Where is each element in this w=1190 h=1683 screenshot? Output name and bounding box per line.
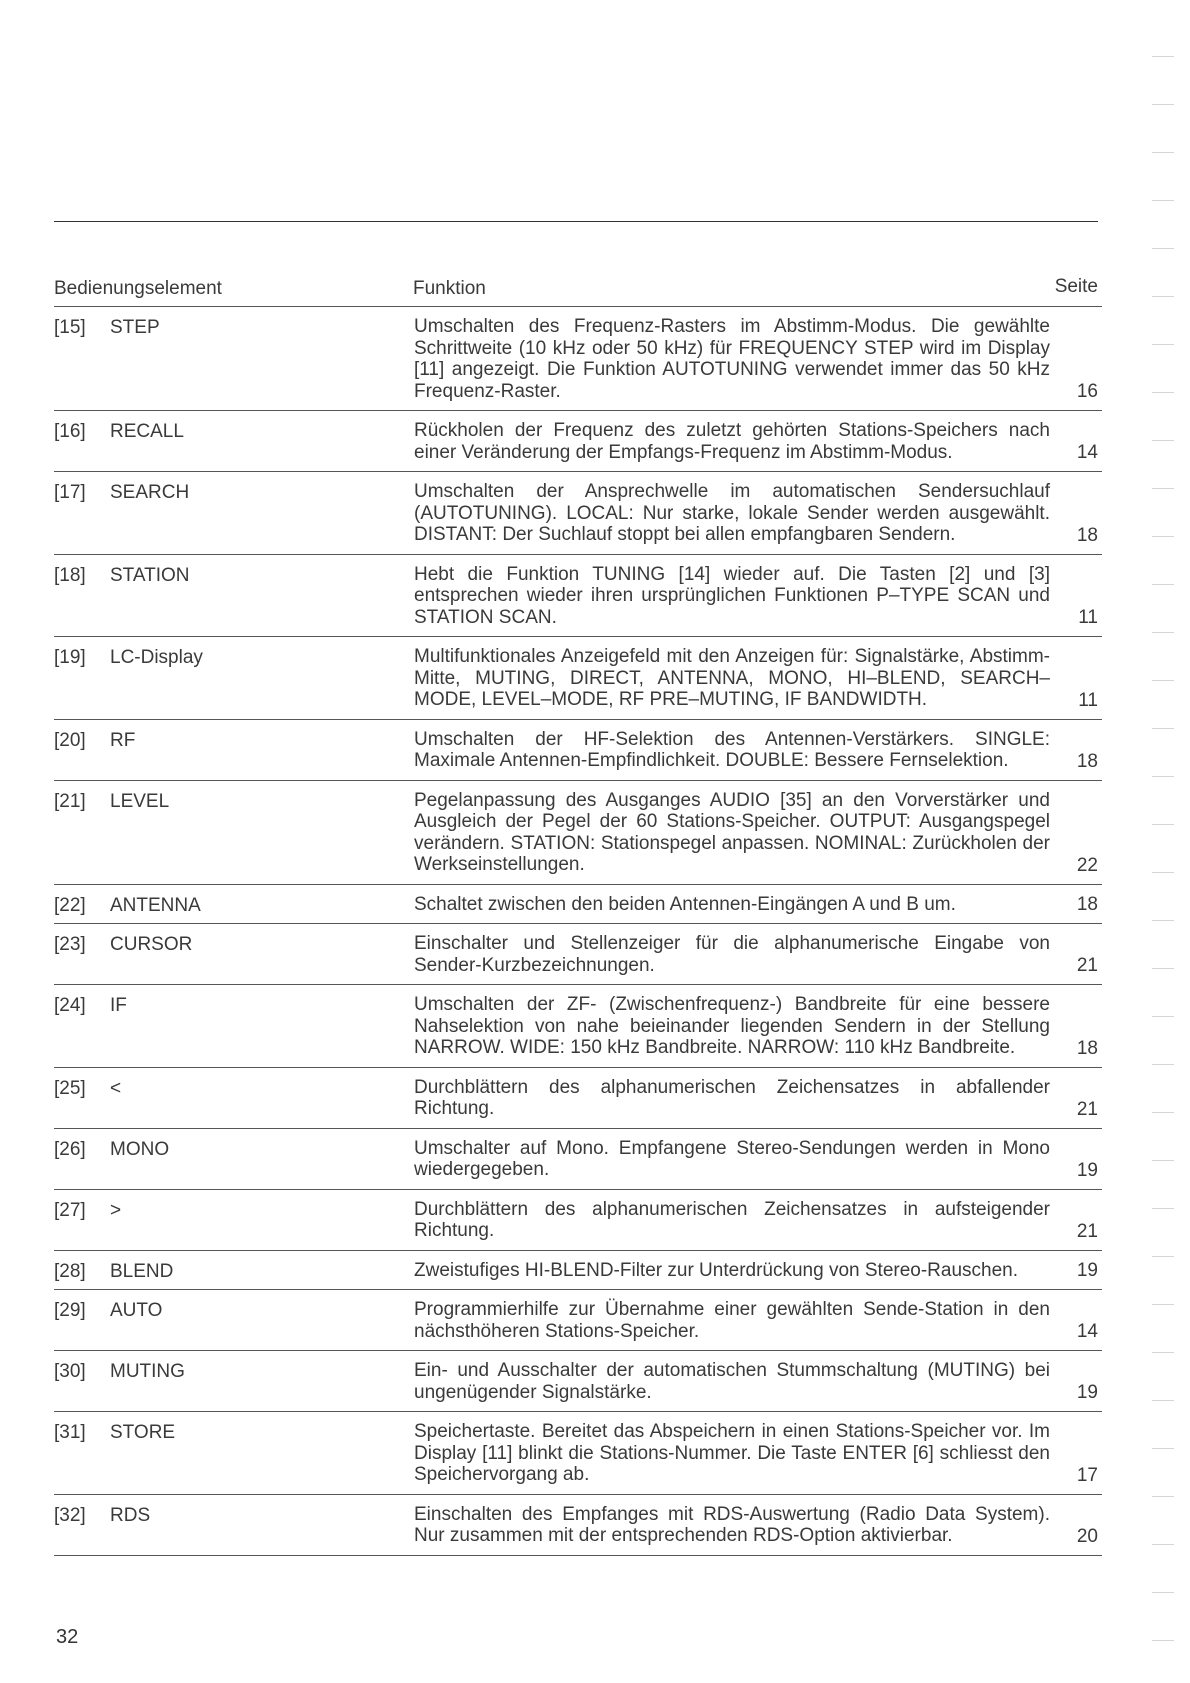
page-reference: 19 bbox=[1076, 1260, 1098, 1281]
element-name: AUTO bbox=[110, 1300, 163, 1321]
page-reference: 20 bbox=[1076, 1525, 1098, 1547]
element-name: > bbox=[110, 1199, 122, 1221]
element-name: SEARCH bbox=[110, 482, 190, 503]
page-reference: 21 bbox=[1076, 1098, 1098, 1120]
element-name: MUTING bbox=[110, 1361, 185, 1382]
element-name: CURSOR bbox=[110, 934, 193, 955]
table-row bbox=[54, 1412, 1102, 1495]
page-reference: 19 bbox=[1076, 1382, 1098, 1403]
element-name: LC-Display bbox=[110, 647, 203, 668]
table-row bbox=[54, 720, 1102, 781]
element-name: BLEND bbox=[110, 1260, 174, 1282]
table-row bbox=[54, 985, 1102, 1068]
margin-tick-marks bbox=[1152, 56, 1174, 1656]
element-function: Durchblättern des alphanumerischen Zeichensatzes in aufsteigender Richtung. bbox=[414, 1198, 1050, 1241]
element-function: Ein- und Ausschalter der automatischen Stummschaltung (MUTING) bei ungenügender Signalstärke. bbox=[414, 1360, 1050, 1403]
table-header bbox=[54, 274, 1102, 307]
table-row bbox=[54, 307, 1102, 411]
table-row bbox=[54, 1495, 1102, 1556]
element-function: Rückholen der Frequenz des zuletzt gehörten Stations-Speichers nach einer Veränderung der Empfangs-Frequenz im Abstimm-Modus. bbox=[414, 420, 1050, 463]
page-reference: 16 bbox=[1076, 381, 1098, 402]
element-function: Umschalter auf Mono. Empfangene Stereo-Sendungen werden in Mono wiedergegeben. bbox=[414, 1137, 1050, 1180]
page-reference: 21 bbox=[1076, 955, 1098, 976]
element-name: STORE bbox=[110, 1422, 176, 1443]
element-number: [20] bbox=[54, 729, 86, 751]
element-number: [15] bbox=[54, 317, 86, 338]
element-function: Durchblättern des alphanumerischen Zeichensatzes in abfallender Richtung. bbox=[414, 1076, 1050, 1119]
table-row bbox=[54, 555, 1102, 638]
top-rule bbox=[54, 221, 1098, 222]
table-row bbox=[54, 924, 1102, 985]
element-function: Programmierhilfe zur Übernahme einer gewählten Sende-Station in den nächsthöheren Stations-Speicher. bbox=[414, 1299, 1050, 1342]
table-row bbox=[54, 637, 1102, 720]
element-function: Zweistufiges HI-BLEND-Filter zur Unterdrückung von Stereo-Rauschen. bbox=[414, 1259, 1019, 1281]
element-number: [28] bbox=[54, 1260, 86, 1282]
page-reference: 18 bbox=[1076, 1037, 1098, 1059]
element-number: [16] bbox=[54, 421, 86, 442]
element-number: [24] bbox=[54, 995, 86, 1016]
element-name: IF bbox=[110, 995, 127, 1016]
element-number: [27] bbox=[54, 1199, 86, 1221]
element-function: Pegelanpassung des Ausganges AUDIO [35] an den Vorverstärker und Ausgleich der Pegel der 60 Stations-Speicher. OUTPUT: Ausgangspegel verändern. STATION: Stationspegel anpassen. NOMINAL: Zurückholen der Werkseinstellungen. bbox=[414, 789, 1050, 875]
table-row bbox=[54, 885, 1102, 925]
page-reference: 18 bbox=[1076, 894, 1098, 915]
table-row bbox=[54, 1290, 1102, 1351]
table-row bbox=[54, 472, 1102, 555]
header-function: Funktion bbox=[413, 278, 486, 299]
element-name: RDS bbox=[110, 1504, 151, 1526]
element-number: [32] bbox=[54, 1504, 86, 1526]
element-name: RF bbox=[110, 729, 136, 751]
element-function: Umschalten der ZF- (Zwischenfrequenz-) Bandbreite für eine bessere Nahselektion von nahe beieinander liegenden Sendern in der Stellung NARROW. WIDE: 150 kHz Bandbreite. NARROW: 110 kHz Bandbreite. bbox=[414, 994, 1050, 1058]
table-row bbox=[54, 411, 1102, 472]
element-name: STEP bbox=[110, 317, 160, 338]
element-name: ANTENNA bbox=[110, 894, 201, 916]
element-name: RECALL bbox=[110, 421, 184, 442]
element-number: [26] bbox=[54, 1138, 86, 1160]
table-row bbox=[54, 1129, 1102, 1190]
table-row bbox=[54, 1190, 1102, 1251]
element-function: Schaltet zwischen den beiden Antennen-Eingängen A und B um. bbox=[414, 893, 956, 915]
table-row bbox=[54, 1351, 1102, 1412]
table-row bbox=[54, 781, 1102, 885]
page-reference: 22 bbox=[1076, 854, 1098, 876]
element-function: Hebt die Funktion TUNING [14] wieder auf. Die Tasten [2] und [3] entsprechen wieder ihren ursprünglichen Funktionen P–TYPE SCAN und STATION SCAN. bbox=[414, 563, 1050, 628]
element-number: [30] bbox=[54, 1361, 86, 1382]
control-elements-table bbox=[54, 274, 1102, 1556]
header-element: Bedienungselement bbox=[54, 278, 222, 299]
element-number: [31] bbox=[54, 1422, 86, 1443]
element-number: [23] bbox=[54, 934, 86, 955]
element-function: Umschalten der Ansprechwelle im automatischen Sendersuchlauf (AUTOTUNING). LOCAL: Nur starke, lokale Sender werden ausgewählt. DISTANT: Der Suchlauf stoppt bei allen empfangbaren Sendern. bbox=[414, 481, 1050, 545]
page-reference: 18 bbox=[1076, 524, 1098, 546]
page-reference: 18 bbox=[1076, 750, 1098, 772]
element-number: [22] bbox=[54, 894, 86, 916]
element-name: < bbox=[110, 1077, 122, 1099]
element-function: Multifunktionales Anzeigefeld mit den Anzeigen für: Signalstärke, Abstimm-Mitte, MUTING, DIRECT, ANTENNA, MONO, HI–BLEND, SEARCH–MODE, LEVEL–MODE, RF PRE–MUTING, IF BANDWIDTH. bbox=[414, 646, 1050, 710]
element-number: [17] bbox=[54, 482, 86, 503]
page-reference: 14 bbox=[1076, 442, 1098, 463]
page-reference: 11 bbox=[1078, 607, 1098, 628]
element-number: [21] bbox=[54, 790, 86, 812]
element-function: Umschalten der HF-Selektion des Antennen-Verstärkers. SINGLE: Maximale Antennen-Empfindlichkeit. DOUBLE: Bessere Fernselektion. bbox=[414, 728, 1050, 771]
table-row bbox=[54, 1251, 1102, 1291]
element-number: [25] bbox=[54, 1077, 86, 1099]
element-name: LEVEL bbox=[110, 790, 170, 812]
element-number: [18] bbox=[54, 564, 86, 586]
element-function: Einschalten des Empfanges mit RDS-Auswertung (Radio Data System). Nur zusammen mit der entsprechenden RDS-Option aktivierbar. bbox=[414, 1503, 1050, 1546]
element-function: Umschalten des Frequenz-Rasters im Abstimm-Modus. Die gewählte Schrittweite (10 kHz oder 50 kHz) für FREQUENCY STEP wird im Display [11] angezeigt. Die Funktion AUTOTUNING verwendet immer das 50 kHz Frequenz-Raster. bbox=[414, 316, 1050, 402]
page-reference: 14 bbox=[1076, 1321, 1098, 1342]
element-number: [29] bbox=[54, 1300, 86, 1321]
page-reference: 19 bbox=[1076, 1159, 1098, 1181]
page-reference: 11 bbox=[1078, 689, 1098, 711]
page-number: 32 bbox=[56, 1626, 79, 1648]
element-number: [19] bbox=[54, 647, 86, 668]
element-function: Speichertaste. Bereitet das Abspeichern in einen Stations-Speicher vor. Im Display [11] blinkt die Stations-Nummer. Die Taste ENTER [6] schliesst den Speichervorgang ab. bbox=[414, 1421, 1050, 1485]
element-function: Einschalter und Stellenzeiger für die alphanumerische Eingabe von Sender-Kurzbezeichnungen. bbox=[414, 933, 1050, 976]
element-name: STATION bbox=[110, 564, 190, 586]
element-name: MONO bbox=[110, 1138, 170, 1160]
header-page: Seite bbox=[1054, 276, 1098, 297]
table-row bbox=[54, 1068, 1102, 1129]
page-reference: 17 bbox=[1076, 1464, 1098, 1486]
page-reference: 21 bbox=[1076, 1220, 1098, 1242]
